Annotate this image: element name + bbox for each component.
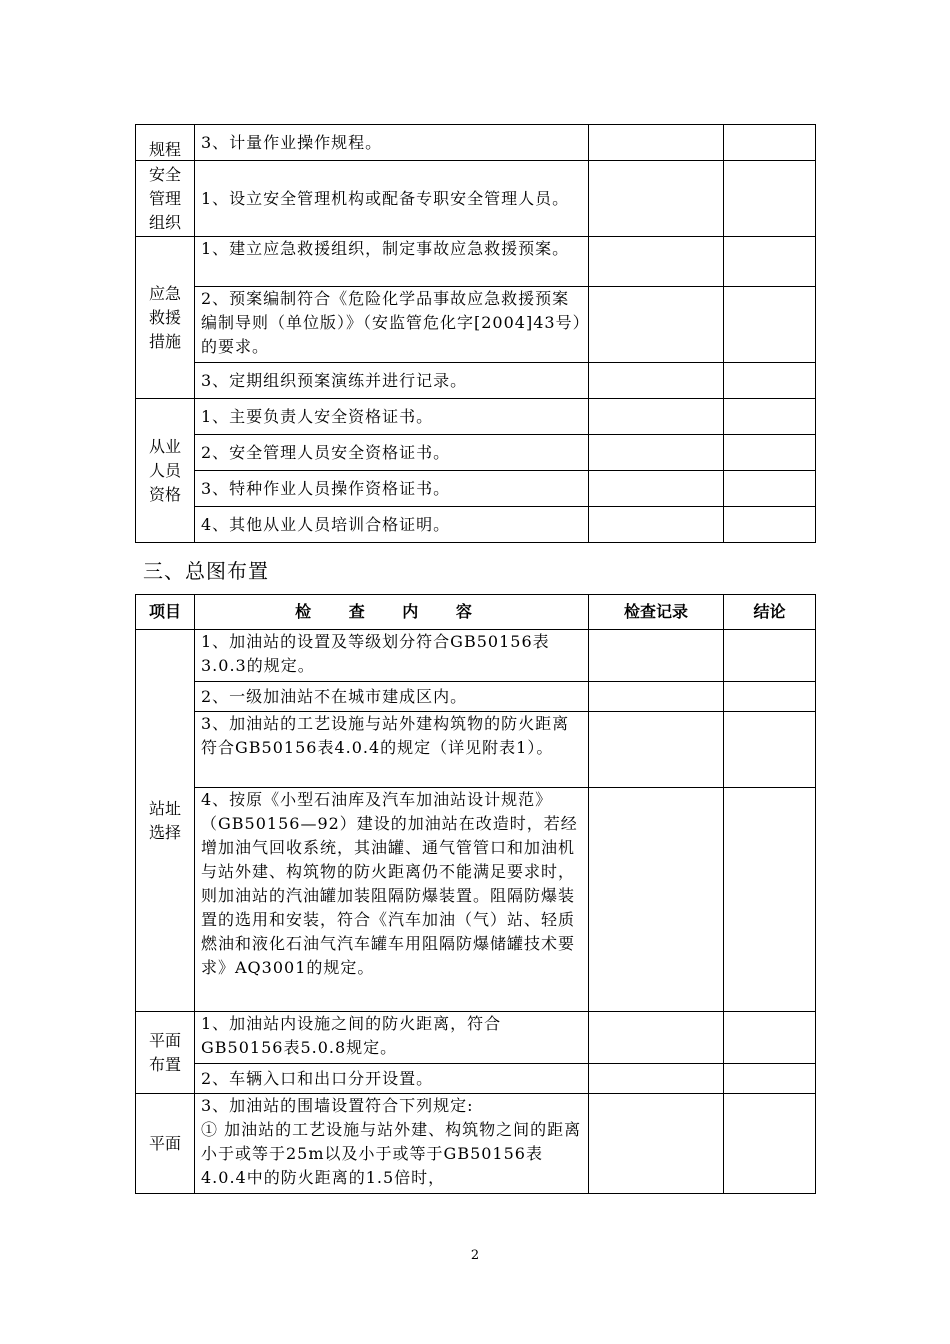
conclusion-cell[interactable]	[724, 161, 816, 237]
check-item: 4、其他从业人员培训合格证明。	[195, 507, 589, 543]
conclusion-cell[interactable]	[724, 1064, 816, 1094]
conclusion-cell[interactable]	[724, 712, 816, 788]
category-label: 安全	[148, 164, 181, 184]
category-label: 措施	[148, 331, 181, 351]
category-label: 站址	[148, 798, 181, 818]
record-cell[interactable]	[589, 161, 724, 237]
safety-management-table	[135, 124, 816, 543]
category-cell-site-selection	[136, 630, 195, 1012]
check-item: 2、预案编制符合《危险化学品事故应急救援预案编制导则（单位版）》（安监管危化字[2004]43号）的要求。	[195, 287, 589, 363]
check-item: 1、主要负责人安全资格证书。	[195, 399, 589, 435]
conclusion-cell[interactable]	[724, 471, 816, 507]
conclusion-cell[interactable]	[724, 1094, 816, 1194]
conclusion-cell[interactable]	[724, 363, 816, 399]
record-cell[interactable]	[589, 788, 724, 1012]
check-item: 4、按原《小型石油库及汽车加油站设计规范》（GB50156—92）建设的加油站在改造时，若经增加油气回收系统，其油罐、通气管管口和加油机与站外建、构筑物的防火距离仍不能满足要求时，则加油站的汽油罐加装阻隔防爆装置。阻隔防爆装置的选用和安装，符合《汽车加油（气）站、轻质燃油和液化石油气汽车罐车用阻隔防爆储罐技术要求》AQ3001的规定。	[195, 788, 589, 1012]
check-item: 2、安全管理人员安全资格证书。	[195, 435, 589, 471]
conclusion-cell[interactable]	[724, 399, 816, 435]
check-item: 2、一级加油站不在城市建成区内。	[195, 682, 589, 712]
record-cell[interactable]	[589, 399, 724, 435]
category-cell-layout	[136, 1012, 195, 1094]
record-cell[interactable]	[589, 435, 724, 471]
record-cell[interactable]	[589, 1064, 724, 1094]
section-title: 三、总图布置	[143, 559, 269, 583]
check-item: 2、车辆入口和出口分开设置。	[195, 1064, 589, 1094]
record-cell[interactable]	[589, 1012, 724, 1064]
header-content	[195, 595, 589, 630]
conclusion-cell[interactable]	[724, 507, 816, 543]
check-item-line: 3、加油站的围墙设置符合下列规定:	[201, 1096, 474, 1115]
category-cell-layout-cont	[136, 1094, 195, 1194]
category-label: 选择	[148, 822, 181, 842]
record-cell[interactable]	[589, 682, 724, 712]
general-layout-table	[135, 594, 816, 1194]
header-content-label: 检 查 内 容	[295, 602, 488, 621]
check-item-line: ① 加油站的工艺设施与站外建、构筑物之间的距离小于或等于25m以及小于或等于GB50156表4.0.4中的防火距离的1.5倍时，	[201, 1120, 582, 1187]
record-cell[interactable]	[589, 237, 724, 287]
category-cell-emergency	[136, 237, 195, 399]
conclusion-cell[interactable]	[724, 630, 816, 682]
record-cell[interactable]	[589, 630, 724, 682]
header-item: 项目	[136, 595, 195, 630]
category-cell-safety-org	[136, 161, 195, 237]
record-cell[interactable]	[589, 507, 724, 543]
category-label: 组织	[148, 212, 181, 232]
conclusion-cell[interactable]	[724, 435, 816, 471]
category-label: 布置	[148, 1054, 181, 1074]
record-cell[interactable]	[589, 287, 724, 363]
check-item: 3、计量作业操作规程。	[195, 125, 589, 161]
category-label: 规程	[148, 140, 181, 159]
conclusion-cell[interactable]	[724, 1012, 816, 1064]
check-item: 3、特种作业人员操作资格证书。	[195, 471, 589, 507]
check-item: 3、定期组织预案演练并进行记录。	[195, 363, 589, 399]
record-cell[interactable]	[589, 712, 724, 788]
category-cell-rules	[136, 125, 195, 161]
category-label: 管理	[148, 188, 181, 208]
check-item	[195, 1094, 589, 1194]
category-cell-personnel	[136, 399, 195, 543]
check-item: 3、加油站的工艺设施与站外建构筑物的防火距离符合GB50156表4.0.4的规定（详见附表1）。	[195, 712, 589, 788]
conclusion-cell[interactable]	[724, 682, 816, 712]
category-label: 应急	[148, 283, 181, 303]
conclusion-cell[interactable]	[724, 237, 816, 287]
check-item: 1、建立应急救援组织，制定事故应急救援预案。	[195, 237, 589, 287]
category-label: 资格	[148, 484, 181, 504]
check-item: 1、加油站内设施之间的防火距离，符合GB50156表5.0.8规定。	[195, 1012, 589, 1064]
conclusion-cell[interactable]	[724, 788, 816, 1012]
category-label: 人员	[148, 460, 181, 480]
record-cell[interactable]	[589, 125, 724, 161]
category-label: 从业	[148, 436, 181, 456]
record-cell[interactable]	[589, 1094, 724, 1194]
header-record: 检查记录	[589, 595, 724, 630]
page-number: 2	[470, 1248, 480, 1263]
category-label: 救援	[148, 307, 181, 327]
record-cell[interactable]	[589, 363, 724, 399]
conclusion-cell[interactable]	[724, 287, 816, 363]
category-label: 平面	[148, 1030, 181, 1050]
conclusion-cell[interactable]	[724, 125, 816, 161]
record-cell[interactable]	[589, 471, 724, 507]
category-label: 平面	[148, 1133, 181, 1153]
check-item: 1、加油站的设置及等级划分符合GB50156表3.0.3的规定。	[195, 630, 589, 682]
check-item: 1、设立安全管理机构或配备专职安全管理人员。	[195, 161, 589, 237]
header-conclusion: 结论	[724, 595, 816, 630]
